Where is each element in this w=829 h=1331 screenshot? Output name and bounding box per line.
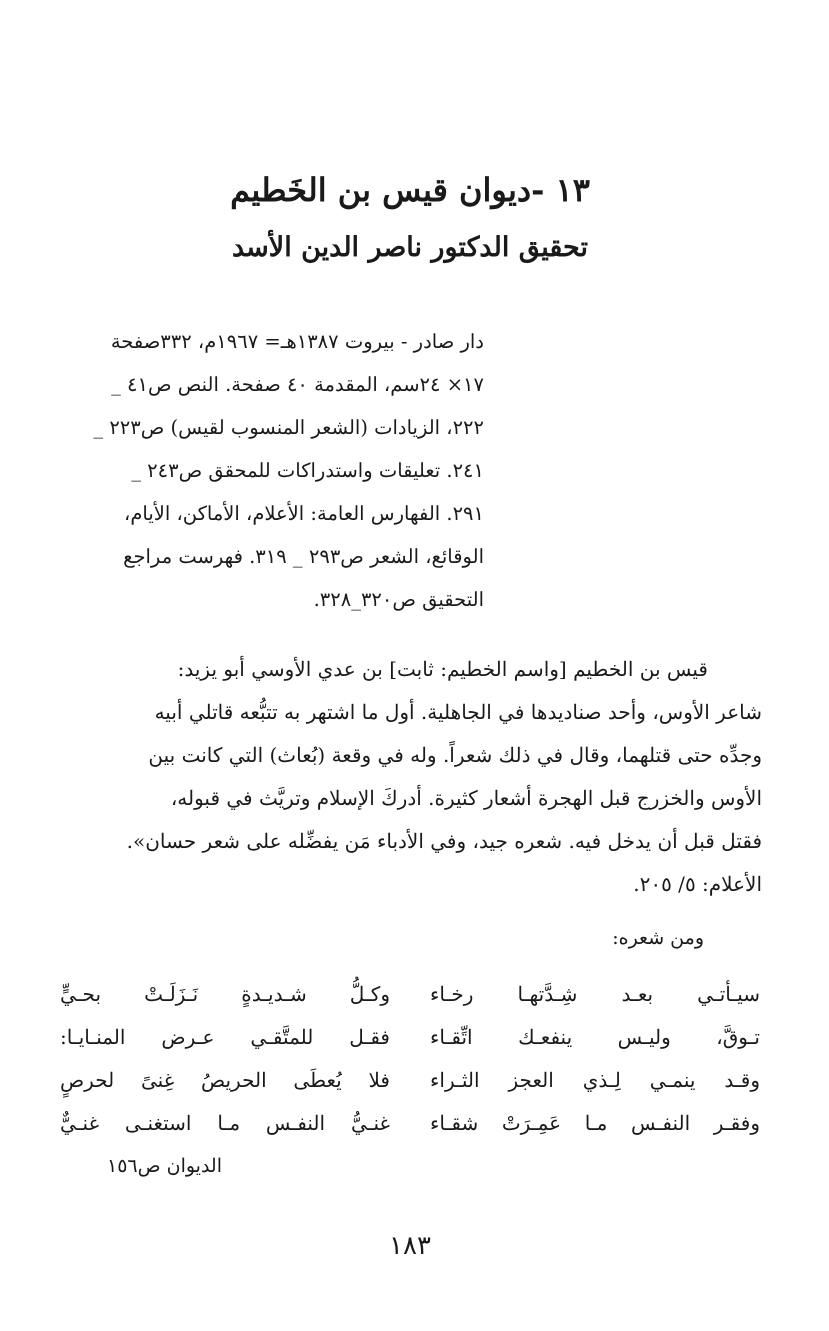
biblio-line: دار صادر - بيروت ١٣٨٧هـ= ١٩٦٧م، ٣٣٢صفحة bbox=[110, 330, 484, 353]
verse-second-hemistich: وقـد ينمـي لِـذي العجز الثـراء bbox=[430, 1068, 760, 1092]
biblio-line: ١٧× ٢٤سم، المقدمة ٤٠ صفحة. النص ص٤١ _ bbox=[111, 373, 484, 396]
verse-line bbox=[60, 1102, 760, 1145]
biography-line: الأوس والخزرج قبل الهجرة أشعار كثيرة. أدركَ الإسلام وتريَّث في قبوله، bbox=[170, 786, 762, 810]
poem-verses bbox=[60, 973, 760, 1145]
editor-line: تحقيق الدكتور ناصر الدين الأسد bbox=[232, 232, 588, 263]
biography-line: شاعر الأوس، وأحد صناديدها في الجاهلية. أول ما اشتهر به تتبُّعه قاتلي أبيه bbox=[154, 700, 762, 724]
bibliographic-details bbox=[80, 320, 484, 621]
page-number: ١٨٣ bbox=[389, 1231, 431, 1261]
verse-first-hemistich: فلا يُعطَى الحريصُ غِنىً لحرصٍ bbox=[60, 1068, 390, 1092]
verse-line bbox=[60, 1059, 760, 1102]
book-title: ١٣ -ديوان قيس بن الخَطيم bbox=[230, 171, 590, 209]
biography-line: قيس بن الخطيم [واسم الخطيم: ثابت] بن عدي الأوسي أبو يزيد: bbox=[177, 657, 708, 681]
verse-first-hemistich: فقـل للمتَّقـي عـرض المنـايـا: bbox=[60, 1025, 390, 1049]
verse-second-hemistich: وفقـر النفـس مـا عَمِـرَتْ شقـاء bbox=[430, 1111, 760, 1135]
biography-line: وجدِّه حتى قتلهما، وقال في ذلك شعراً. وله في وقعة (بُعاث) التي كانت بين bbox=[148, 743, 762, 767]
biblio-line: ٢٢٢، الزيادات (الشعر المنسوب لقيس) ص٢٢٣ _ bbox=[93, 416, 484, 439]
verse-second-hemistich: تـوقَّ، وليـس ينفعـك اتِّقـاء bbox=[430, 1025, 760, 1049]
poet-biography bbox=[60, 648, 762, 906]
verse-line bbox=[60, 973, 760, 1016]
verse-second-hemistich: سيـأتـي بعـد شِـدَّتهـا رخـاء bbox=[430, 982, 760, 1006]
poem-intro: ومن شعره: bbox=[612, 927, 704, 949]
poem-source-reference: الديوان ص١٥٦ bbox=[106, 1155, 222, 1177]
biblio-line: التحقيق ص٣٢٠_٣٢٨. bbox=[313, 588, 484, 611]
verse-first-hemistich: غنـيُّ النفـس مـا استغنـى غنـيٌّ bbox=[60, 1111, 390, 1135]
biography-line: الأعلام: ٥/ ٢٠٥. bbox=[633, 872, 762, 896]
biblio-line: ٢٩١. الفهارس العامة: الأعلام، الأماكن، الأيام، bbox=[124, 502, 484, 525]
verse-line bbox=[60, 1016, 760, 1059]
verse-first-hemistich: وكـلُّ شـديـدةٍ نَـزَلَـتْ بحـيٍّ bbox=[60, 982, 390, 1006]
biblio-line: ٢٤١. تعليقات واستدراكات للمحقق ص٢٤٣ _ bbox=[131, 459, 484, 482]
biography-line: فقتل قبل أن يدخل فيه. شعره جيد، وفي الأدباء مَن يفضِّله على شعر حسان». bbox=[126, 829, 762, 853]
biblio-line: الوقائع، الشعر ص٢٩٣ _ ٣١٩. فهرست مراجع bbox=[123, 545, 484, 568]
